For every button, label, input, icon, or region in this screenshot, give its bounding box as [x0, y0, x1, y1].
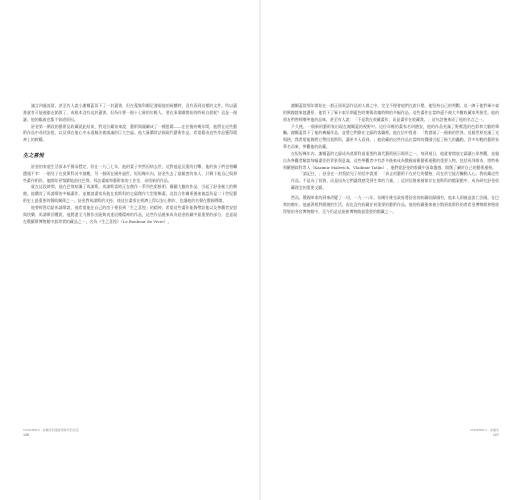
running-footer: CHAPTER 5 · 收藏家 [470, 428, 499, 432]
body-paragraph: 他曾經寫信給馬諦斯說，他希望能在自己的房子裡看到「生之喜悅」的精神，希望這些畫作能夠帶給他以及參觀者安慰與快樂。馬諦斯回覆說，他將盡全力創作出能夠表達這種精神的作品，這些作品後來成為舒金收藏中最重要的部分，也是現在俄羅斯博物館中最珍貴的藏品之一，名為《生之喜悅》（Le Bonheur de Vivre）。 [23, 204, 237, 224]
left-text-block [23, 103, 237, 226]
right-footer [470, 428, 499, 438]
running-footer: CHAPTER 5 · 收藏家的遺產與時代的洪流 [23, 428, 79, 432]
right-page [261, 0, 520, 500]
body-paragraph: 謝爾蓋從那年開始在一群正面英語作品的人群之中，完全不理會他們在說什麼，他堅持自己的判斷。這一陣子他對畢卡索的興趣越來越濃厚，他買下了畢卡索早期藍色時期與玫瑰時期的多幅作品，這些畫作在當時還不被大多數收藏家所接受。他的朋友們曾經嘲笑他的品味，甚至有人說：「不是我在收藏畫作，而是畫作在收藏我。」這句話後來成了他的名言之一。 [283, 103, 499, 122]
body-paragraph: 不久後，一個新的藝術家出現在謝爾蓋的視野中。這位年輕的畫家名叫德安，他的作品充滿了野獸派的色彩和大膽的筆觸。謝爾蓋買下了他的幾幅作品，並將它們掛在宅邸的客廳裡。他在信中寫道：「我發現了一個新的世界，這個世界充滿了光與熱，我希望能夠將它帶回莫斯科，讓更多人看到。」他收藏的這些作品在當時的俄國引起了極大的轟動，許多年輕的藝術家慕名而來，參觀他的收藏。 [283, 123, 499, 150]
body-paragraph: 議言四處流竄，甚至有人說小謝爾蓋留下了一封遺書，但在蒐集科爾尼發現他的屍體時，沒有看到這樣的文件。所以遺書就有可能被偷走銷毀了，或根本沒有這封遺書。但為什麼一個十七歲的年輕人，要在事業剛開始的時候自殺呢？這是一個謎，他的親戚也都不知道原因。 [23, 103, 237, 122]
right-text-block [283, 103, 499, 216]
left-page [0, 0, 259, 500]
left-footer [23, 428, 79, 438]
body-paragraph: 然而，俄國革命的到來改變了一切。一九一八年，布爾什維克政府將舒金的收藏收歸國有，他本人則被迫流亡法國。在巴黎的晚年，他過著相對簡樸的生活，再也沒有收藏任何重要的藝術作品。他的收藏後來被分散到莫斯科的普希金博物館和聖彼得堡的冬宮博物館中，至今仍是這兩座博物館最重要的館藏之一。 [283, 194, 499, 214]
page-number: 107 [492, 433, 499, 437]
body-paragraph: 就在這段時間，他在巴黎結識了馬諦斯。馬諦斯當時正在創作一系列色彩鮮明、構圖大膽的作品，引起了舒金極大的興趣。他購買了馬諦斯的多幅畫作，並邀請畫家為他在莫斯科的宅邸創作大型裝飾畫。這段合作關係後來被認為是二十世紀藝術史上最重要的贊助關係之一。舒金對馬諦斯的支持，使這位畫家在經濟上得以安心創作，也讓他的名聲在俄國傳開。 [23, 184, 237, 204]
quote-paragraph: 「請記住，」舒金在一封寫給兒子的信中說道：「真正的藝術不在於它的價格，而在於它能否觸動人心。我收藏這些作品，不是為了投資，而是因為它們讓我感受到生命的力量。」這封信後來被保存在莫斯科的檔案館中，成為研究舒金收藏理念的重要文獻。 [291, 171, 499, 191]
body-paragraph: 在短短幾年內，謝爾蓋的宅邸成為莫斯科最重要的現代藝術展示場所之一。每到週日，他就會開放宅邸讓公眾參觀，並親自為參觀者解說每幅畫作的背景與意義。這些參觀者中有許多後來成為俄國前衛藝術運動的重要人物，包括馬列維奇、塔特林和羅德欽科等人（Kazimir Malevich、Vladimir Tatlin），他們從舒金的收藏中汲取靈感，開創了屬於自己的藝術風格。 [283, 150, 499, 170]
section-heading: 生之喜悅 [23, 153, 44, 160]
body-paragraph: 舒金第一階段的藝術品收藏就此結束，對這位藏家來說，藝術與親屬成了一種慰藉——在往後的幾年間，他將在這些藝術作品中尋找安慰，以及那在他心中永遠無法被填滿的巨大空虛。他大量購買法國現代藝術作品，希望藉由這些作品獲得精神上的救贖。 [23, 123, 237, 143]
page-number: 106 [23, 433, 30, 437]
body-paragraph: 舒金的家庭生活原本平靜而穩定，但在一九〇七年，他的妻子突然因病去世，這對他是沉重的打擊。他的孩子們也相繼遭遇不幸：一個兒子在莫斯科河中溺斃，另一個則在國外過世。短短幾年內，舒金失去了最親密的家人，只剩下他自己與那些畫作相伴。他開始更頻繁地前往巴黎，拜訪畫廊和藝術家的工作室，尋找新的作品。 [23, 163, 237, 183]
